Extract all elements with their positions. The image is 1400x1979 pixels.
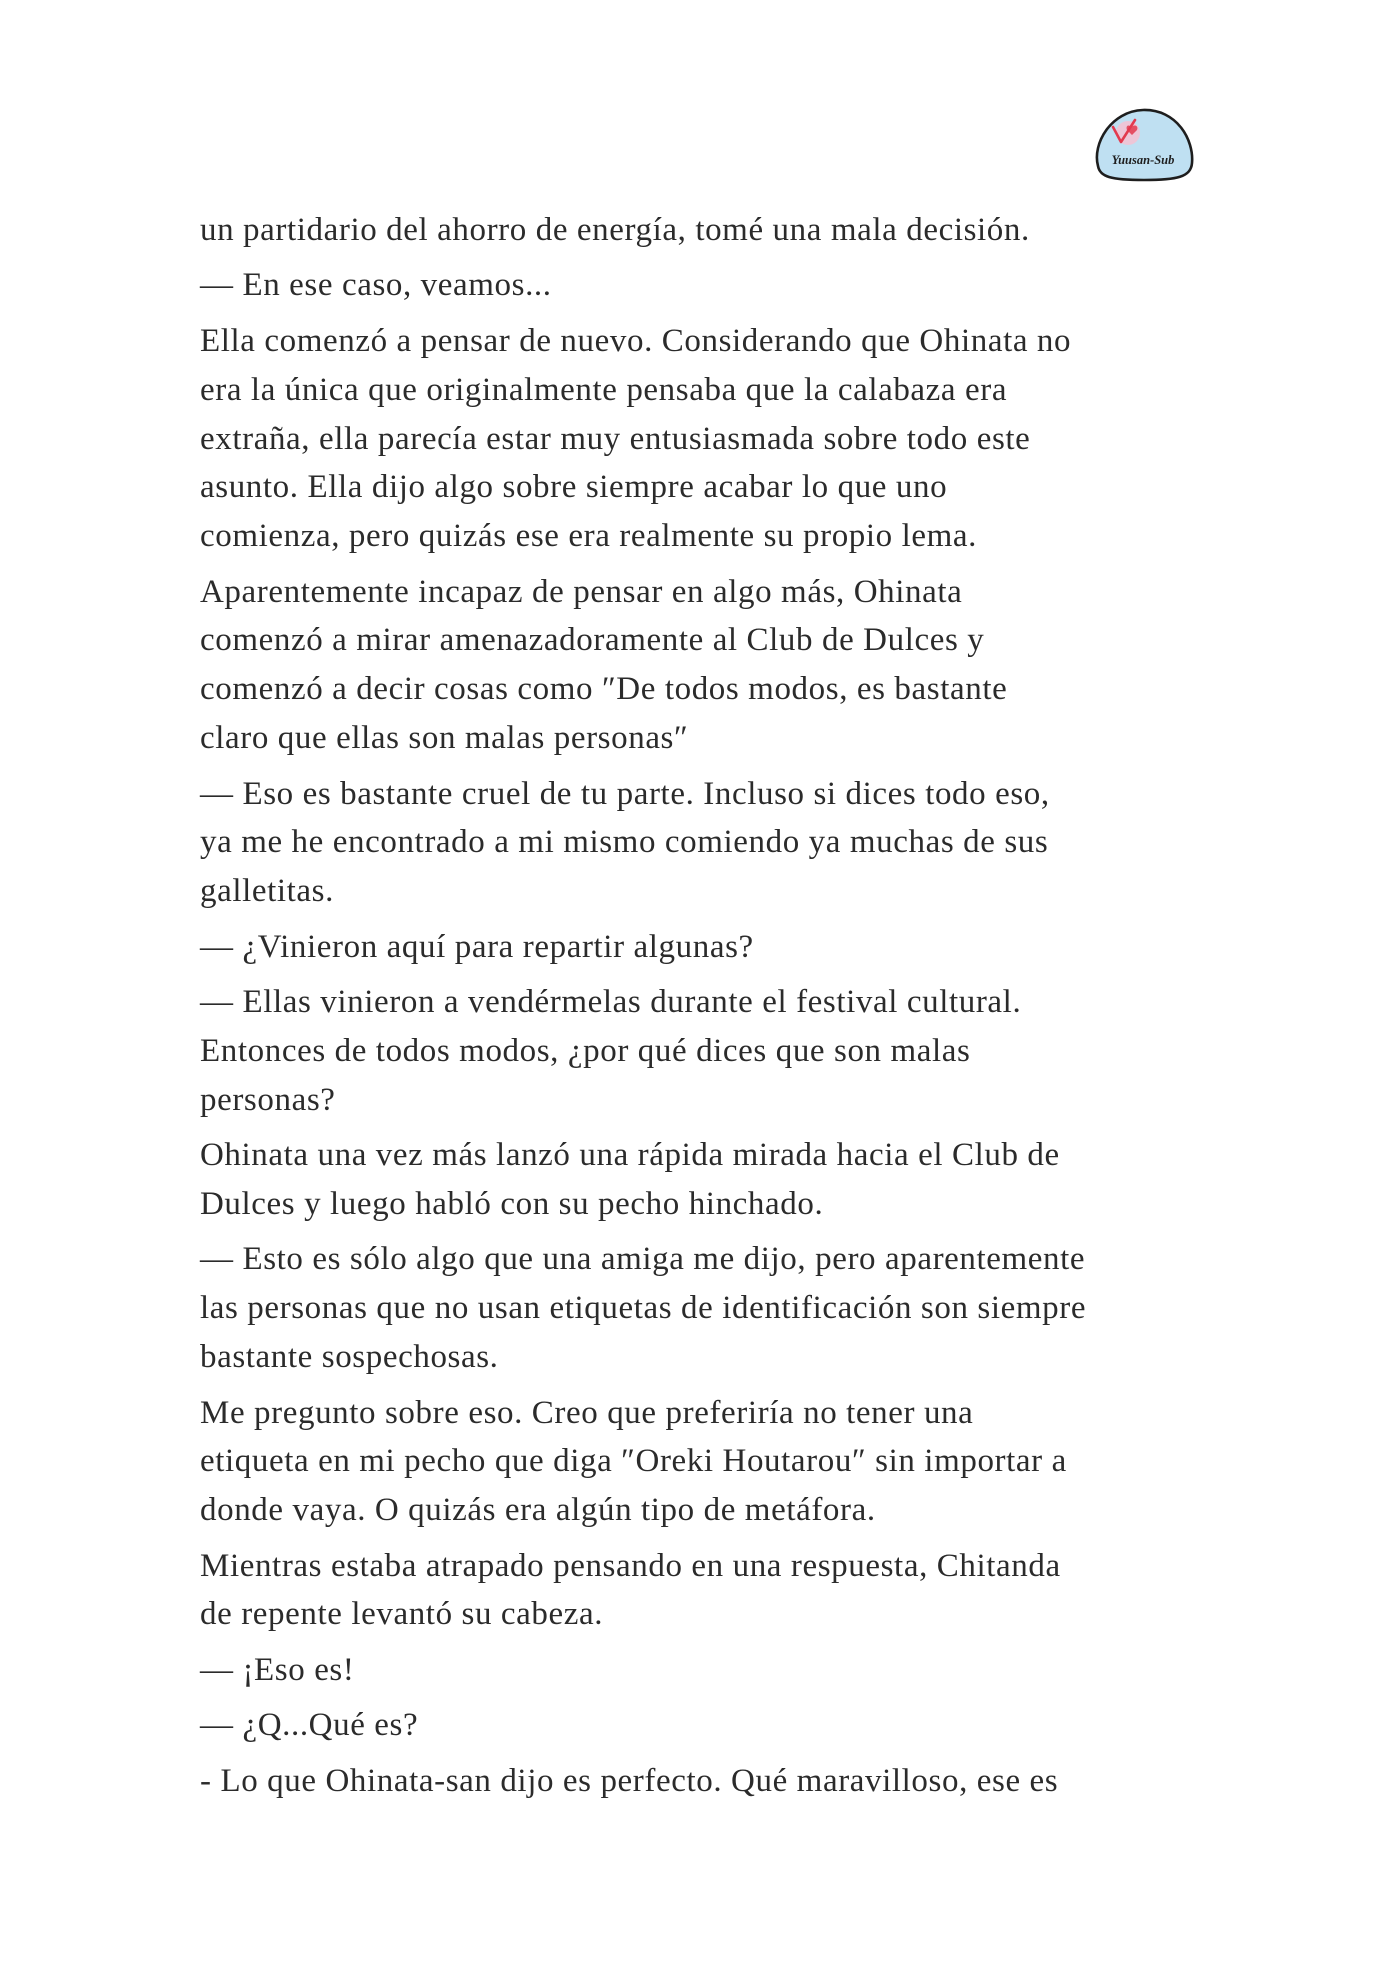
text-line: un partidario del ahorro de energía, tomé una mala decisión. xyxy=(200,212,1030,248)
paragraph xyxy=(200,568,1260,763)
paragraph xyxy=(200,978,1260,1124)
text-line: — Eso es bastante cruel de tu parte. Incluso si dices todo eso, xyxy=(200,775,1050,812)
text-line: Me pregunto sobre eso. Creo que preferiría no tener una xyxy=(200,1394,974,1431)
text-line: Aparentemente incapaz de pensar en algo más, Ohinata xyxy=(200,573,963,610)
logo-badge-shape xyxy=(1097,110,1192,180)
text-line: — ¡Eso es! xyxy=(200,1651,355,1688)
text-line: comienza, pero quizás ese era realmente su propio lema. xyxy=(200,518,977,555)
paragraph xyxy=(200,1757,1260,1806)
text-line: las personas que no usan etiquetas de identificación son siempre xyxy=(200,1290,1087,1327)
paragraph xyxy=(200,1131,1260,1229)
paragraph xyxy=(200,1646,1260,1695)
text-line: Entonces de todos modos, ¿por qué dices que son malas xyxy=(200,1032,971,1069)
text-line: Ella comenzó a pensar de nuevo. Considerando que Ohinata no xyxy=(200,322,1072,359)
text-line: — En ese caso, veamos... xyxy=(200,267,552,304)
text-line: comenzó a mirar amenazadoramente al Club de Dulces y xyxy=(200,622,985,659)
paragraph xyxy=(200,317,1260,561)
text-line: donde vaya. O quizás era algún tipo de metáfora. xyxy=(200,1492,876,1529)
text-line: — ¿Q...Qué es? xyxy=(200,1707,419,1744)
text-line: - Lo que Ohinata-san dijo es perfecto. Qué maravilloso, ese es xyxy=(200,1762,1059,1799)
yuusan-sub-logo xyxy=(1091,106,1196,184)
text-line: — Esto es sólo algo que una amiga me dijo, pero aparentemente xyxy=(200,1241,1086,1278)
text-line: Dulces y luego habló con su pecho hinchado. xyxy=(200,1185,824,1222)
paragraph xyxy=(200,770,1260,916)
text-line: galletitas. xyxy=(200,873,334,910)
paragraph xyxy=(200,261,1260,310)
text-line: era la única que originalmente pensaba que la calabaza era xyxy=(200,371,1008,408)
text-line: Ohinata una vez más lanzó una rápida mirada hacia el Club de xyxy=(200,1137,1060,1174)
text-line: — ¿Vinieron aquí para repartir algunas? xyxy=(200,928,754,965)
paragraph xyxy=(200,1235,1260,1381)
text-line: etiqueta en mi pecho que diga ″Oreki Houtarou″ sin importar a xyxy=(200,1443,1067,1480)
text-line: asunto. Ella dijo algo sobre siempre acabar lo que uno xyxy=(200,469,948,506)
body-text xyxy=(200,206,1260,1812)
paragraph xyxy=(200,1542,1260,1640)
text-line: personas? xyxy=(200,1081,336,1118)
text-line: comenzó a decir cosas como ″De todos modos, es bastante xyxy=(200,671,1008,708)
text-line: Mientras estaba atrapado pensando en una respuesta, Chitanda xyxy=(200,1547,1061,1584)
paragraph xyxy=(200,1701,1260,1750)
text-line: claro que ellas son malas personas″ xyxy=(200,720,689,757)
text-line: ya me he encontrado a mi mismo comiendo ya muchas de sus xyxy=(200,824,1049,861)
paragraph xyxy=(200,923,1260,972)
text-line: bastante sospechosas. xyxy=(200,1339,499,1376)
logo-text: Yuusan-Sub xyxy=(1111,153,1175,167)
text-line: extraña, ella parecía estar muy entusiasmada sobre todo este xyxy=(200,420,1031,457)
paragraph xyxy=(200,1389,1260,1535)
text-line: de repente levantó su cabeza. xyxy=(200,1596,604,1633)
text-line: — Ellas vinieron a vendérmelas durante el festival cultural. xyxy=(200,984,1022,1021)
paragraph xyxy=(200,206,1260,255)
